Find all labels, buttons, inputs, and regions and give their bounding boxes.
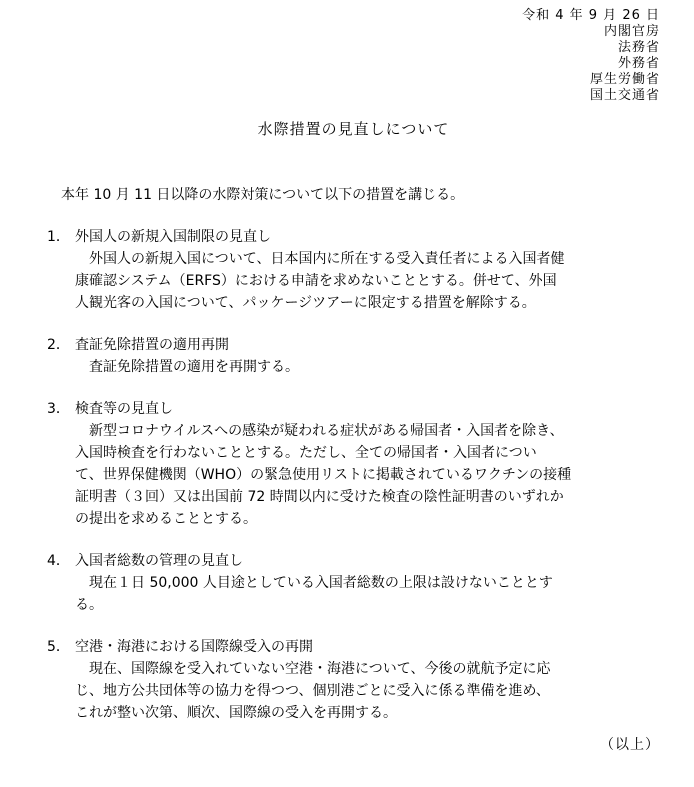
section-heading-text: 入国者総数の管理の見直し	[75, 553, 243, 569]
section-number: 3．	[47, 401, 70, 417]
body-line: る。	[75, 597, 103, 613]
body-line: の提出を求めることとする。	[75, 511, 257, 527]
section-1	[47, 226, 660, 314]
section-2	[47, 334, 660, 378]
body-line: 新型コロナウイルスへの感染が疑われる症状がある帰国者・入国者を除き、	[89, 423, 564, 439]
section-number: 5．	[47, 639, 70, 655]
section-body	[75, 420, 660, 530]
issuing-agency: 内閣官房	[603, 24, 660, 39]
body-line: 証明書（３回）又は出国前 72 時間以内に受けた検査の陰性証明書のいずれか	[75, 489, 564, 505]
section-3	[47, 398, 660, 530]
section-heading	[47, 398, 660, 420]
section-heading-text: 外国人の新規入国制限の見直し	[75, 229, 271, 245]
issuing-agency: 厚生労働省	[589, 72, 660, 87]
body-line: 康確認システム（ERFS）における申請を求めないこととする。併せて、外国	[75, 273, 557, 289]
section-heading	[47, 636, 660, 658]
section-heading-text: 査証免除措置の適用再開	[75, 337, 229, 353]
issuing-agency: 外務省	[617, 56, 660, 71]
closing-text: （以上）	[600, 737, 660, 753]
body-line: 人観光客の入国について、パッケージツアーに限定する措置を解除する。	[75, 295, 536, 311]
section-heading-text: 空港・海港における国際線受入の再開	[75, 639, 313, 655]
document-header	[47, 8, 660, 104]
section-4	[47, 550, 660, 616]
section-heading	[47, 334, 660, 356]
body-line: 査証免除措置の適用を再開する。	[89, 359, 299, 375]
body-line: これが整い次第、順次、国際線の受入を再開する。	[75, 705, 397, 721]
section-number: 1．	[47, 229, 70, 245]
section-number: 2．	[47, 337, 70, 353]
body-line: 現在１日 50,000 人目途としている入国者総数の上限は設けないこととす	[89, 575, 553, 591]
issuing-agency: 法務省	[617, 40, 660, 55]
section-body	[75, 572, 660, 616]
intro-paragraph: 本年 10 月 11 日以降の水際対策について以下の措置を講じる。	[61, 187, 465, 203]
issuing-agency: 国土交通省	[589, 88, 660, 103]
section-heading-text: 検査等の見直し	[75, 401, 173, 417]
document-title: 水際措置の見直しについて	[257, 120, 450, 138]
section-body	[75, 658, 660, 724]
section-body	[75, 356, 660, 378]
body-line: 入国時検査を行わないこととする。ただし、全ての帰国者・入国者につい	[75, 445, 537, 461]
section-heading	[47, 226, 660, 248]
section-heading	[47, 550, 660, 572]
body-line: じ、地方公共団体等の協力を得つつ、個別港ごとに受入に係る準備を進め、	[75, 683, 550, 699]
section-number: 4．	[47, 553, 70, 569]
body-line: て、世界保健機関（WHO）の緊急使用リストに掲載されているワクチンの接種	[75, 467, 572, 483]
document-date: 令和 4 年 9 月 26 日	[522, 8, 660, 23]
body-line: 外国人の新規入国について、日本国内に所在する受入責任者による入国者健	[89, 251, 565, 267]
section-5	[47, 636, 660, 724]
body-line: 現在、国際線を受入れていない空港・海港について、今後の就航予定に応	[89, 661, 551, 677]
section-body	[75, 248, 660, 314]
